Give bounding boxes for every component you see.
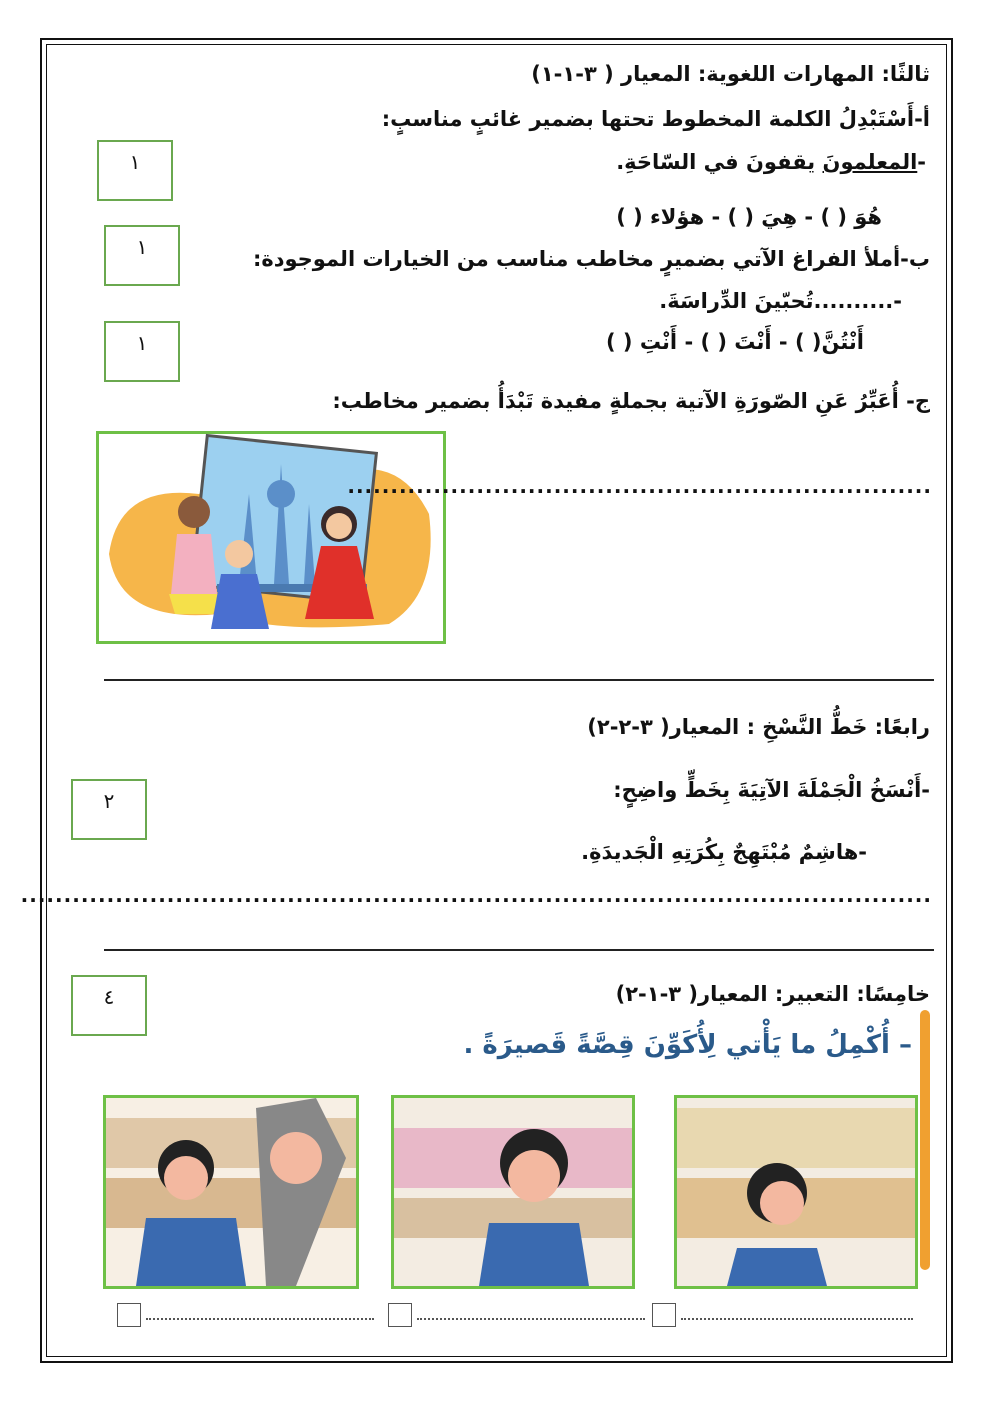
- girls-illustration: [99, 434, 443, 641]
- section5-title: خامِسًا: التعبير: المعيار( ٣-١-٢): [615, 982, 930, 1006]
- part-b-instruction: ب-أملأ الفراغ الآتي بضميرٍ مخاطب مناسب من الخيارات الموجودة:: [252, 247, 930, 271]
- score-box-part-a: ١: [97, 140, 173, 201]
- sentence-dash: -: [917, 150, 926, 174]
- answer-checkbox-3[interactable]: [117, 1303, 141, 1327]
- shop-scene-2: [394, 1098, 632, 1286]
- orange-side-strip: [920, 1010, 930, 1270]
- section4-title: رابعًا: خَطُّ النَّسْخِ : المعيار( ٣-٢-٢): [587, 715, 930, 739]
- part-b-options: أَنْتُنَّ( ) - أَنْتَ ( ) - أَنْتِ ( ): [606, 330, 864, 354]
- shop-scene-3: [106, 1098, 356, 1286]
- part-b-sentence: -..........تُحبّينَ الدِّراسَةَ.: [659, 289, 902, 313]
- score-box-part-b: ١: [104, 225, 180, 286]
- divider-1: [104, 679, 934, 681]
- section4-sentence: -هاشِمٌ مُبْتَهِجٌ بِكُرَتِهِ الْجَديدَةِ.: [581, 840, 867, 864]
- answer-checkbox-2[interactable]: [388, 1303, 412, 1327]
- shop-scene-1: [677, 1098, 915, 1286]
- story-picture-2: [391, 1095, 635, 1289]
- section3-title: ثالثًا: المهارات اللغوية: المعيار ( ٣-١-١): [531, 62, 930, 86]
- underlined-word: المعلمونَ: [822, 150, 918, 174]
- part-a-instruction: أ-أَسْتَبْدِلُ الكلمة المخطوط تحتها بضمير غائبٍ مناسبٍ:: [381, 107, 930, 131]
- section4-answer-line[interactable]: ..........................................................................................................: [20, 883, 932, 907]
- girls-picture: [96, 431, 446, 644]
- part-c-instruction: ج- أُعَبِّرُ عَنِ الصّورَةِ الآتية بجملةٍ مفيدة تَبْدَأُ بضمير مخاطب:: [332, 389, 930, 413]
- part-a-options: هُوَ ( ) - هِيَ ( ) - هؤلاء ( ): [616, 205, 882, 229]
- sentence-rest: يقفونَ في السّاحَةِ.: [616, 150, 823, 174]
- part-c-answer-line[interactable]: ....................................................................: [347, 474, 932, 498]
- story-picture-3: [103, 1095, 359, 1289]
- score-box-section5: ٤: [71, 975, 147, 1036]
- answer-line-3[interactable]: [146, 1318, 374, 1320]
- score-box-section4: ٢: [71, 779, 147, 840]
- answer-line-1[interactable]: [681, 1318, 913, 1320]
- section5-instruction: – أُكْمِلُ ما يَأْتي لِأُكَوِّنَ قِصَّةً قَصيرَةً .: [463, 1030, 912, 1060]
- score-box-part-c: ١: [104, 321, 180, 382]
- divider-2: [104, 949, 934, 951]
- story-picture-1: [674, 1095, 918, 1289]
- answer-line-2[interactable]: [417, 1318, 645, 1320]
- part-a-sentence: [616, 150, 926, 174]
- answer-checkbox-1[interactable]: [652, 1303, 676, 1327]
- section4-instruction: -أَنْسَخُ الْجَمْلَةَ الآتِيَةَ بِخَطٍّ واضِحٍ:: [613, 778, 930, 802]
